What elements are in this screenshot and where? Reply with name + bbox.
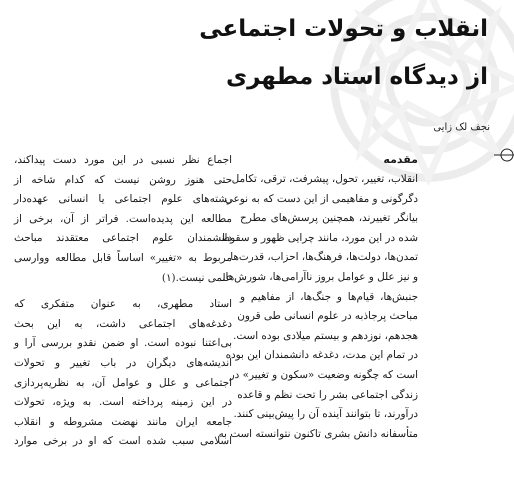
left-text-column <box>14 151 232 452</box>
text-line: و نیز علل و عوامل بروز ناآرامی‌ها، شورش‌ها، <box>222 270 418 283</box>
text-line: است که چگونه وضعیت «سکون و تغییر» در <box>229 368 418 381</box>
text-line: جنبش‌ها، قیام‌ها و جنگ‌ها، از مفاهیم و <box>240 290 418 303</box>
text-line: مربوط به «تغییر» اساساً قابل مطالعه ووارسی <box>14 251 232 264</box>
text-line: رشته‌های علوم اجتماعی یا انسانی عهده‌دار <box>14 193 232 206</box>
text-line: درآورند، تا بتوانند آینده آن را پیش‌بینی کنند. <box>233 408 418 421</box>
text-line: حتی هنوز روشن نیست که کدام شاخه از <box>14 173 232 186</box>
text-line: اندیشه‌های دیگران در باب تغییر و تحولات <box>14 356 232 369</box>
text-line: مطالعه این پدیده‌است. فراتر از آن، برخی از <box>14 212 232 225</box>
text-line: جامعه ایران مانند نهضت مشروطه و انقلاب <box>14 415 232 428</box>
text-line: تمدن‌ها، دولت‌ها، فرهنگ‌ها، احزاب، قدرت‌ها <box>230 251 418 264</box>
text-line: انقلاب، تغییر، تحول، پیشرفت، ترقی، تکامل، <box>228 173 418 185</box>
text-line: شده در این مورد، مانند چرایی ظهور و سقوط <box>220 231 418 244</box>
registration-mark-icon <box>492 144 514 166</box>
text-line: در تمام این مدت، دغدغه دانشمندان این بوده <box>225 349 418 362</box>
footnote-line: علمی نیست.(۱) <box>161 271 232 284</box>
text-line: بیانگر تغییرند، همچنین پرسش‌های مطرح <box>240 212 418 225</box>
article-title-line-1: انقلاب و تحولات اجتماعی <box>199 16 488 42</box>
text-line: دانشمندان علوم اجتماعی معتقدند مباحث <box>14 232 232 245</box>
article-title-line-2: از دیدگاه استاد مطهری <box>225 64 488 90</box>
text-line: اسلامی سبب شده است که او در برخی موارد <box>14 435 232 448</box>
text-line: بی‌اعتنا نبوده است. او ضمن نقدو بررسی آرا و <box>14 337 232 350</box>
text-line: مباحث پرجاذبه در علوم انسانی طی قرون <box>237 310 418 323</box>
text-line: دگرگونی و مفاهیمی از این دست که به نوعی <box>224 192 418 205</box>
text-line: متأسفانه دانش بشری تاکنون نتوانسته است به <box>218 427 418 440</box>
paragraph-gap <box>14 288 232 295</box>
text-line: استاد مطهری، به عنوان متفکری که <box>14 298 232 311</box>
text-line: زندگی اجتماعی بشر را تحت نظم و قاعده <box>237 388 418 401</box>
text-line: هجدهم، نوزدهم و بیستم میلادی بوده است. <box>233 329 418 342</box>
text-line: در این زمینه پرداخته است. به ویژه، تحولات <box>14 396 232 409</box>
section-heading: مقدمه <box>383 153 418 166</box>
author-name: نجف لک زایی <box>433 122 490 133</box>
right-text-column <box>218 170 418 444</box>
text-line: اجماع نظر نسبی در این مورد دست پیداکند، <box>14 154 232 166</box>
text-line: اجتماعی و علل و عوامل آن، به نظریه‌پردازی <box>14 376 232 389</box>
text-line: دغدغه‌های اجتماعی داشت، به این بحث <box>14 317 232 330</box>
